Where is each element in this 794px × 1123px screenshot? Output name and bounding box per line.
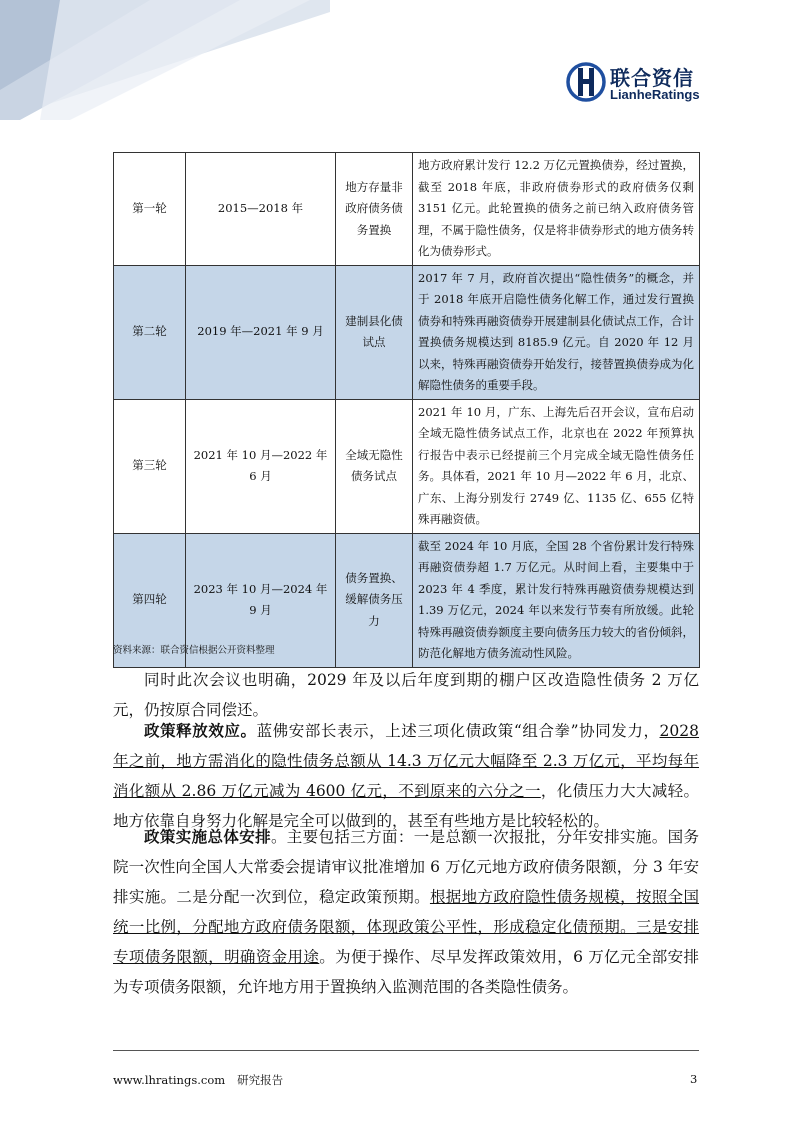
name-cell: 债务置换、缓解债务压力: [336, 533, 413, 667]
footer-doc-type: 研究报告: [237, 1073, 284, 1087]
period-cell: 2021 年 10 月—2022 年 6 月: [186, 399, 336, 533]
name-cell: 全域无隐性债务试点: [336, 399, 413, 533]
round-cell: 第一轮: [114, 153, 186, 266]
paragraph-text: 。主要包括三方面：一是总额一次报批，分年安排实施。国务院一次性向全国人大常委会提请审议批准增加 6 万亿元地方政府债务限额，分 3 年安排实施。二是分配一次到位，稳定政策预期。: [113, 828, 699, 906]
paragraph-heading: 政策释放效应。: [144, 721, 257, 740]
round-cell: 第二轮: [114, 265, 186, 399]
footer-info: [113, 1072, 283, 1088]
footer-divider: [113, 1050, 699, 1051]
underlined-text: 根据地方政府隐性债务规模，按照全国统一比例，分配地方政府债务限额，体现政策公平性，形成稳定化债预期。三是安排专项债务限额，明确资金用途: [113, 888, 699, 966]
name-cell: 建制县化债试点: [336, 265, 413, 399]
paragraph-policy-effect: [113, 716, 699, 836]
underlined-text: 2028 年之前，地方需消化的隐性债务总额从 14.3 万亿元大幅降至 2.3 万亿元，平均每年消化额从 2.86 万亿元减为 4600 亿元，不到原来的六分之一: [113, 722, 699, 800]
round-cell: 第四轮: [114, 533, 186, 667]
paragraph-text: 蓝佛安部长表示，上述三项化债政策“组合拳”协同发力，: [256, 722, 660, 740]
debt-resolution-rounds-table: [113, 152, 700, 668]
description-cell: 2017 年 7 月，政府首次提出“隐性债务”的概念，并于 2018 年底开启隐性债务化解工作，通过发行置换债券和特殊再融资债券开展建制县化债试点工作，合计置换债务规模达到 8185.9 亿元。自 2020 年 12 月以来，特殊再融资债券开始发行，接替置换债券成为化解隐性债务的重要手段。: [413, 265, 700, 399]
description-cell: 地方政府累计发行 12.2 万亿元置换债券，经过置换，截至 2018 年底，非政府债券形式的政府债务仅剩 3151 亿元。此轮置换的债务之前已纳入政府债务管理，不属于隐性债务，仅是将非债券形式的地方债务转化为债券形式。: [413, 153, 700, 266]
table-row: [114, 265, 700, 399]
paragraph-text: ，化债压力大大减轻。地方依靠自身努力化解是完全可以做到的，甚至有些地方是比较轻松的。: [113, 782, 699, 830]
paragraph-text: 同时此次会议也明确，2029 年及以后年度到期的棚户区改造隐性债务 2 万亿元，仍按原合同偿还。: [113, 671, 699, 719]
lianhe-logo-icon: [566, 60, 606, 104]
company-logo: [566, 60, 716, 104]
period-cell: 2019 年—2021 年 9 月: [186, 265, 336, 399]
logo-chinese-text: 联合资信: [610, 66, 694, 90]
table-row: [114, 153, 700, 266]
round-cell: 第三轮: [114, 399, 186, 533]
table-source-note: 资料来源：联合资信根据公开资料整理: [113, 645, 275, 656]
paragraph-text: 。为便于操作、尽早发挥政策效用，6 万亿元全部安排为专项债务限额，允许地方用于置换纳入监测范围的各类隐性债务。: [113, 948, 699, 996]
paragraph-implementation: [113, 822, 699, 1002]
period-cell: 2015—2018 年: [186, 153, 336, 266]
period-cell: 2023 年 10 月—2024 年 9 月: [186, 533, 336, 667]
table-row: [114, 399, 700, 533]
header-decoration: [0, 0, 330, 120]
page-number: 3: [690, 1072, 698, 1086]
paragraph-heading: 政策实施总体安排: [144, 827, 271, 846]
description-cell: 截至 2024 年 10 月底，全国 28 个省份累计发行特殊再融资债券超 1.7 万亿元。从时间上看，主要集中于 2023 年 4 季度，累计发行特殊再融资债券规模达到 1.39 万亿元，2024 年以来发行节奏有所放缓。此轮特殊再融资债券额度主要向债务压力较大的省份倾斜，防范化解地方债务流动性风险。: [413, 533, 700, 667]
footer-website-link[interactable]: www.lhratings.com: [113, 1073, 226, 1087]
name-cell: 地方存量非政府债务债务置换: [336, 153, 413, 266]
description-cell: 2021 年 10 月，广东、上海先后召开会议，宣布启动全域无隐性债务试点工作，北京也在 2022 年预算执行报告中表示已经提前三个月完成全域无隐性债务任务。具体看，2021 年 10 月—2022 年 6 月，北京、广东、上海分别发行 2749 亿、1135 亿、655 亿特殊再融资债。: [413, 399, 700, 533]
logo-english-text: LianheRatings: [610, 87, 700, 102]
